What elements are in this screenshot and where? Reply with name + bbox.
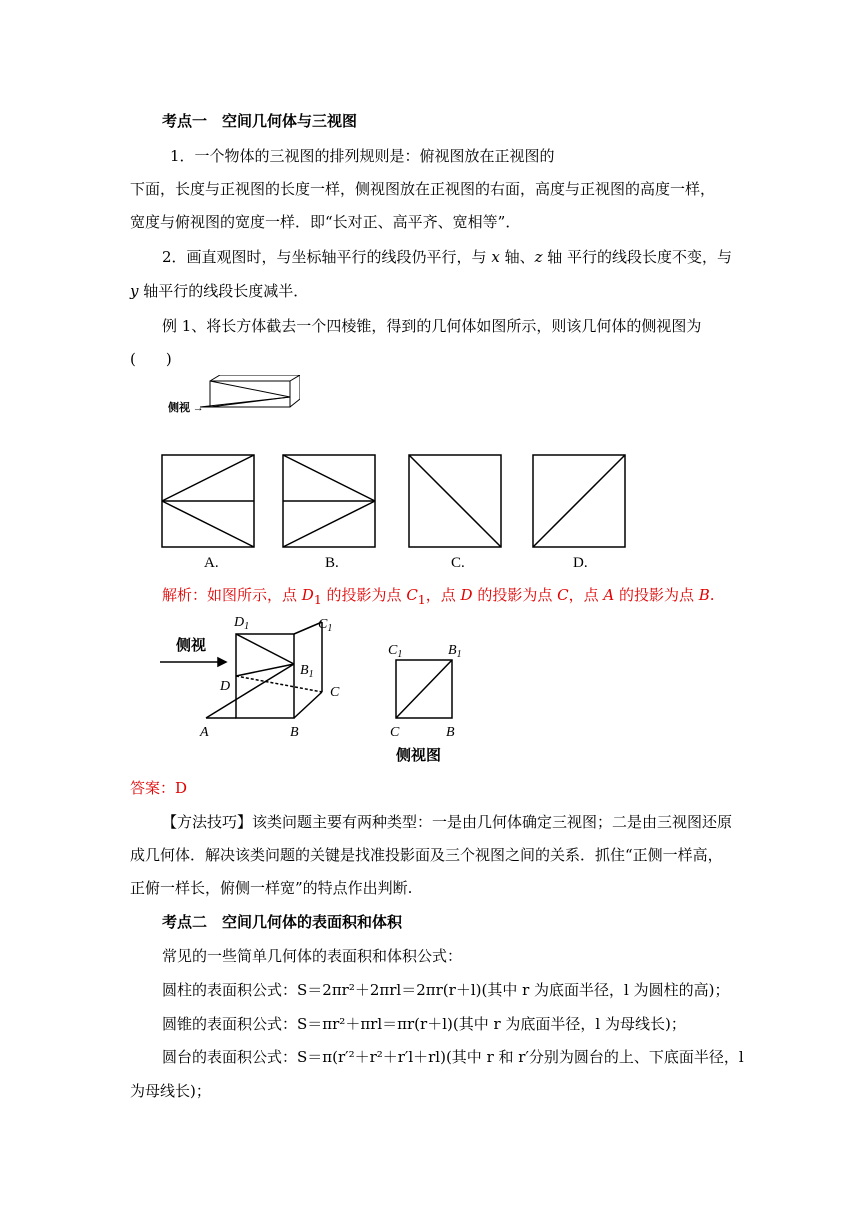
frustum-formula-line1: 圆台的表面积公式：S＝π(r′²＋r²＋r′l＋rl)(其中 r 和 r′分别为圆台的上、下底面半径，l: [162, 1048, 744, 1066]
section-heading-1: 考点一 空间几何体与三视图: [162, 112, 358, 130]
rule1-line3: 宽度与俯视图的宽度一样．即“长对正、高平齐、宽相等”．: [130, 213, 521, 231]
section-heading-2: 考点二 空间几何体的表面积和体积: [162, 913, 403, 931]
label-C1: $C_1$: [318, 617, 333, 634]
tips-line1: 【方法技巧】该类问题主要有两种类型：一是由几何体确定三视图；二是由三视图还原: [162, 813, 733, 831]
sv-label-C: C: [390, 725, 400, 740]
analysis-figure: [160, 612, 480, 767]
sv-label-C1: $C_1$: [388, 643, 403, 660]
analysis-text: 解析：如图所示，点 $D_1$ 的投影为点 $C_1$，点 D 的投影为点 C，点 A 的投影为点 B.: [162, 586, 715, 607]
frustum-formula-line2: 为母线长)；: [130, 1082, 211, 1100]
example1-question: 例 1、将长方体截去一个四棱锥，得到的几何体如图所示，则该几何体的侧视图为: [162, 317, 702, 335]
rule1-line2: 下面，长度与正视图的长度一样，侧视图放在正视图的右面，高度与正视图的高度一样，: [130, 180, 716, 198]
side-view-arrow-label: 侧视: [176, 638, 207, 654]
label-D1: $D_1$: [234, 615, 250, 632]
option-b-label: B.: [325, 555, 339, 571]
answer-text: 答案：D: [130, 779, 188, 797]
label-A: A: [200, 725, 209, 740]
label-D: D: [220, 679, 231, 694]
label-C: C: [330, 685, 340, 700]
cone-formula: 圆锥的表面积公式：S＝πr²＋πrl＝πr(r＋l)(其中 r 为底面半径，l 为母线长)；: [162, 1015, 686, 1033]
rule2-line1: 2．画直观图时，与坐标轴平行的线段仍平行，与 x 轴、z 轴 平行的线段长度不变，与: [162, 248, 733, 266]
option-a-label: A.: [204, 555, 219, 571]
option-c-label: C.: [451, 555, 465, 571]
rule2-line2: y 轴平行的线段长度减半．: [130, 282, 309, 300]
cylinder-formula: 圆柱的表面积公式：S＝2πr²＋2πrl＝2πr(r＋l)(其中 r 为底面半径，l 为圆柱的高)；: [162, 981, 730, 999]
sv-label-B: B: [446, 725, 455, 740]
tips-line2: 成几何体．解决该类问题的关键是找准投影面及三个视图之间的关系．抓住“正侧一样高，: [130, 846, 723, 864]
tips-line3: 正俯一样长，俯侧一样宽”的特点作出判断.: [130, 879, 413, 897]
side-view-caption: 侧视图: [396, 748, 442, 764]
label-B1: $B_1$: [300, 663, 314, 680]
option-d-label: D.: [573, 555, 588, 571]
example-solid-figure: [160, 375, 300, 435]
label-B: B: [290, 725, 299, 740]
rule1-line1: 1．一个物体的三视图的排列规则是：俯视图放在正视图的: [170, 147, 555, 165]
side-view-label: 侧视 →: [168, 402, 204, 414]
options-figures: [160, 453, 630, 573]
sv-label-B1: $B_1$: [448, 643, 462, 660]
example1-blank: ( ): [130, 350, 172, 368]
formulas-intro: 常见的一些简单几何体的表面积和体积公式：: [162, 947, 463, 965]
